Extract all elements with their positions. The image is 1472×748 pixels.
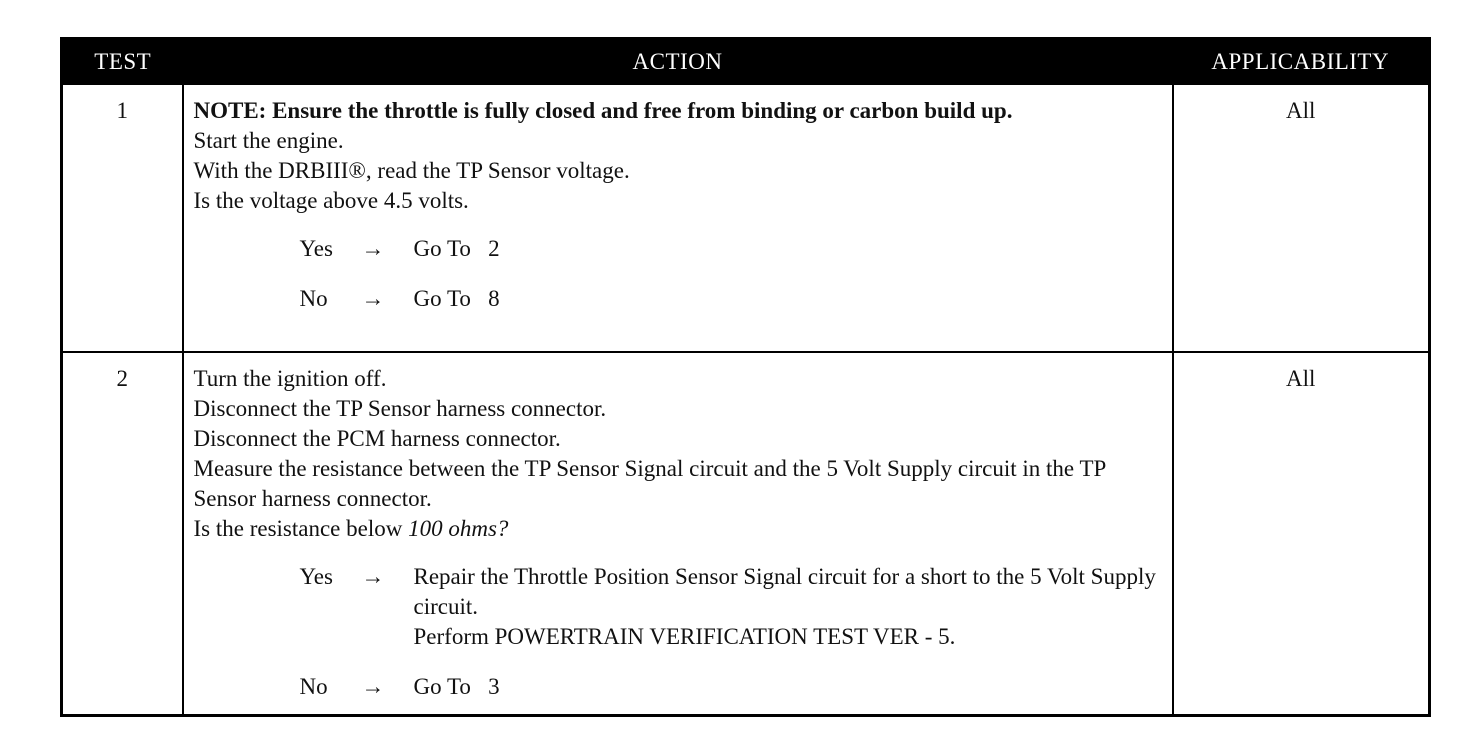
branch-no bbox=[194, 672, 1164, 702]
arrow-icon: → bbox=[361, 674, 385, 699]
action-question: Is the voltage above 4.5 volts. bbox=[193, 188, 469, 213]
branch-yes bbox=[194, 234, 1164, 264]
diagnostic-test-table bbox=[60, 37, 1431, 717]
goto-text: Go To 3 bbox=[413, 674, 500, 699]
header-applicability: APPLICABILITY bbox=[1173, 39, 1430, 85]
arrow-icon: → bbox=[361, 564, 385, 589]
table-row bbox=[62, 352, 1430, 716]
applicability-value: All bbox=[1173, 84, 1430, 352]
branch-no bbox=[194, 284, 1164, 314]
branch-result bbox=[414, 562, 1164, 652]
action-question bbox=[194, 514, 1164, 544]
question-text: Is the resistance below bbox=[193, 516, 409, 541]
action-step: Turn the ignition off. bbox=[193, 366, 387, 391]
verification-text: Perform POWERTRAIN VERIFICATION TEST VER - 5. bbox=[413, 624, 956, 649]
goto-text: Go To 8 bbox=[413, 286, 500, 311]
answer-yes: Yes bbox=[299, 236, 333, 261]
branch-yes bbox=[194, 562, 1164, 652]
action-step: Disconnect the PCM harness connector. bbox=[193, 426, 561, 451]
branch-result bbox=[414, 672, 1164, 702]
table-row bbox=[62, 84, 1430, 352]
diagnostic-table-wrapper bbox=[60, 37, 1428, 717]
table-header bbox=[62, 39, 1430, 85]
action-step: Start the engine. bbox=[193, 128, 344, 153]
answer-yes: Yes bbox=[299, 564, 333, 589]
branch-result bbox=[414, 234, 1164, 264]
applicability-value: All bbox=[1173, 352, 1430, 716]
branch-result bbox=[414, 284, 1164, 314]
header-test: TEST bbox=[62, 39, 183, 85]
header-action: ACTION bbox=[183, 39, 1173, 85]
note-text: NOTE: Ensure the throttle is fully closed and free from binding or carbon build up. bbox=[193, 98, 1013, 123]
answer-no: No bbox=[299, 674, 328, 699]
arrow-icon: → bbox=[361, 286, 385, 311]
question-value: 100 ohms? bbox=[408, 516, 509, 541]
action-cell bbox=[183, 84, 1173, 352]
action-step: Disconnect the TP Sensor harness connector. bbox=[193, 396, 607, 421]
arrow-icon: → bbox=[361, 236, 385, 261]
test-number: 2 bbox=[62, 352, 183, 716]
test-number: 1 bbox=[62, 84, 183, 352]
action-cell bbox=[183, 352, 1173, 716]
action-step: With the DRBIII®, read the TP Sensor voltage. bbox=[193, 158, 630, 183]
action-step: Measure the resistance between the TP Sensor Signal circuit and the 5 Volt Supply circuit in the TP Sensor harness connector. bbox=[193, 456, 1106, 511]
answer-no: No bbox=[299, 286, 328, 311]
repair-text: Repair the Throttle Position Sensor Signal circuit for a short to the 5 Volt Supply circuit. bbox=[413, 564, 1156, 619]
goto-text: Go To 2 bbox=[413, 236, 500, 261]
